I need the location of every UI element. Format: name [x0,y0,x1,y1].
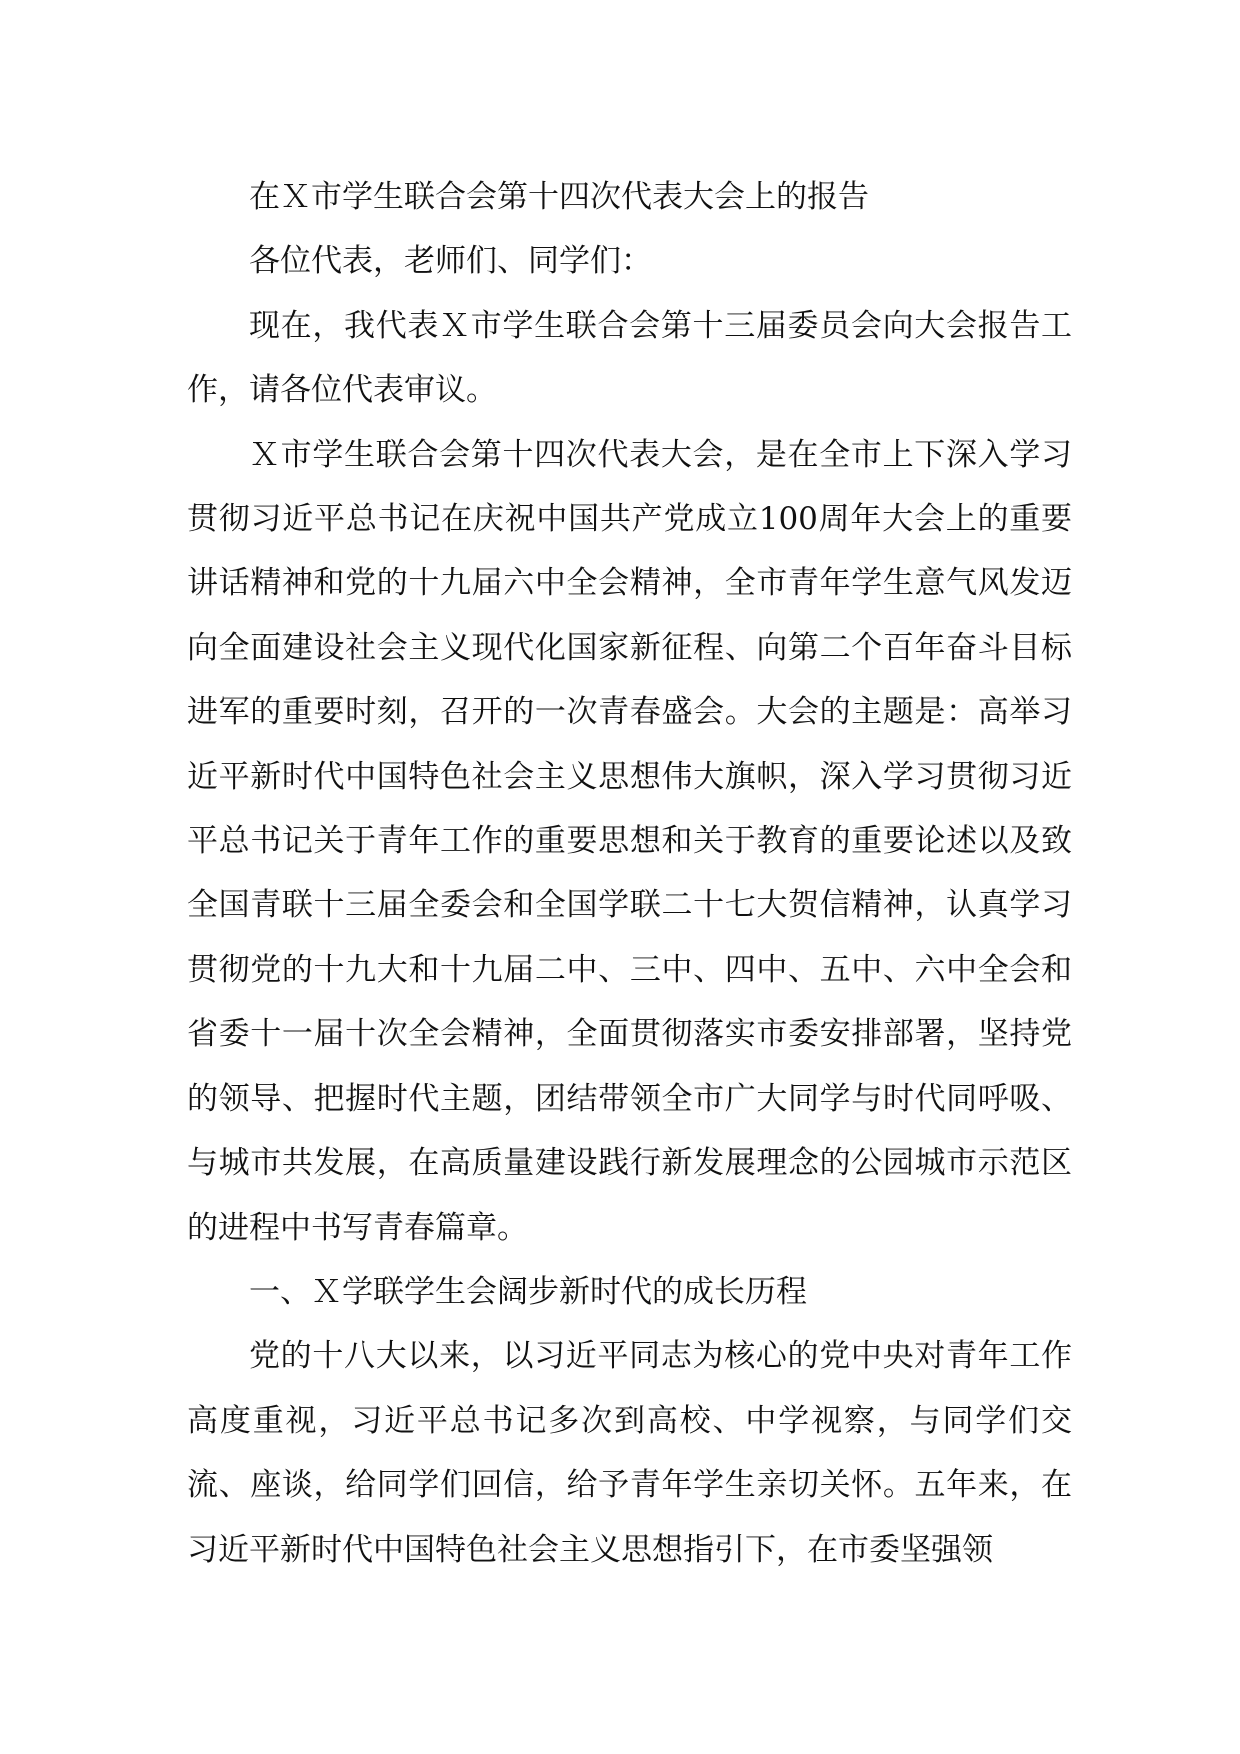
body-paragraph: Ｘ市学生联合会第十四次代表大会，是在全市上下深入学习贯彻习近平总书记在庆祝中国共产党成立100周年大会上的重要讲话精神和党的十九届六中全会精神，全市青年学生意气风发迈向全面建设社会主义现代化国家新征程、向第二个百年奋斗目标进军的重要时刻，召开的一次青春盛会。大会的主题是：高举习近平新时代中国特色社会主义思想伟大旗帜，深入学习贯彻习近平总书记关于青年工作的重要思想和关于教育的重要论述以及致全国青联十三届全委会和全国学联二十七大贺信精神，认真学习贯彻党的十九大和十九届二中、三中、四中、五中、六中全会和省委十一届十次全会精神，全面贯彻落实市委安排部署，坚持党的领导、把握时代主题，团结带领全市广大同学与时代同呼吸、与城市共发展，在高质量建设践行新发展理念的公园城市示范区的进程中书写青春篇章。 [187,436,1072,1246]
document-body [187,165,1072,1582]
report-title: 在Ｘ市学生联合会第十四次代表大会上的报告 [249,179,869,215]
body-paragraph: 党的十八大以来，以习近平同志为核心的党中央对青年工作高度重视，习近平总书记多次到高校、中学视察，与同学们交流、座谈，给同学们回信，给予青年学生亲切关怀。五年来，在习近平新时代中国特色社会主义思想指引下，在市委坚强领 [187,1338,1072,1568]
section-heading: 一、Ｘ学联学生会阔步新时代的成长历程 [249,1273,807,1310]
greeting: 各位代表，老师们、同学们： [249,243,652,280]
body-paragraph: 现在，我代表Ｘ市学生联合会第十三届委员会向大会报告工作，请各位代表审议。 [187,307,1072,409]
